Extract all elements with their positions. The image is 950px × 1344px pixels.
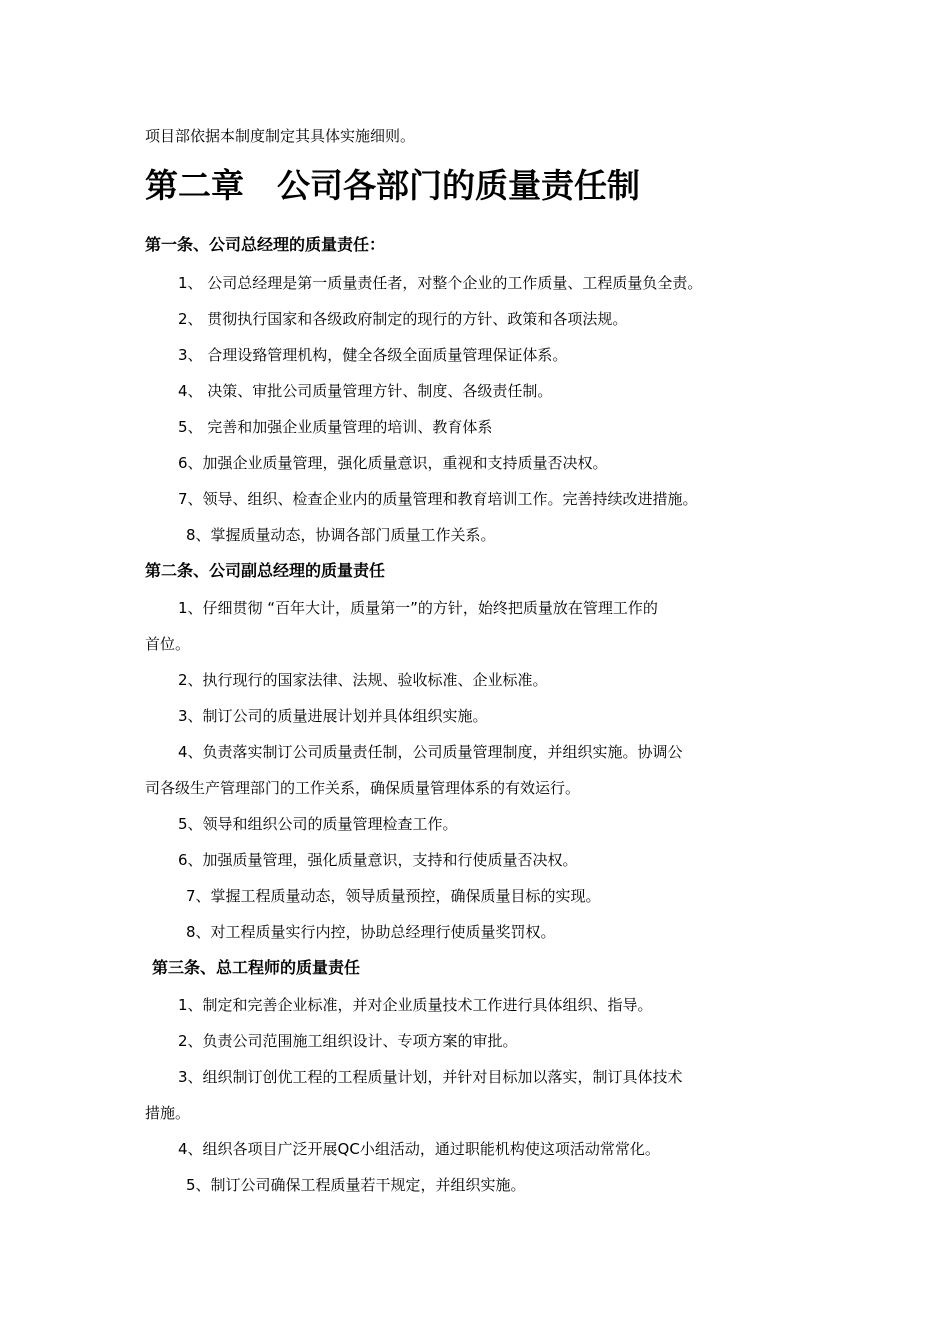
- article-1-item: 2、 贯彻执行国家和各级政府制定的现行的方针、政策和各项法规。: [178, 310, 628, 328]
- article-2-item: 6、加强质量管理，强化质量意识，支持和行使质量否决权。: [178, 851, 578, 869]
- article-2-item: 3、制订公司的质量进展计划并具体组织实施。: [178, 707, 488, 725]
- article-1-item: 5、 完善和加强企业质量管理的培训、教育体系: [178, 418, 493, 436]
- article-1-item: 4、 决策、审批公司质量管理方针、制度、各级责任制。: [178, 382, 553, 400]
- article-2-item: 7、掌握工程质量动态，领导质量预控，确保质量目标的实现。: [186, 887, 601, 905]
- article-3-item: 措施。: [145, 1104, 191, 1122]
- chapter-title: 第二章 公司各部门的质量责任制: [145, 166, 640, 205]
- article-2-heading: 第二条、公司副总经理的质量责任: [145, 561, 386, 580]
- article-1-heading: 第一条、公司总经理的质量责任：: [145, 235, 386, 254]
- article-2-item: 8、对工程质量实行内控，协助总经理行使质量奖罚权。: [186, 923, 556, 941]
- article-1-item: 1、 公司总经理是第一质量责任者，对整个企业的工作质量、工程质量负全责。: [178, 274, 703, 292]
- article-3-item: 4、组织各项目广泛开展QC小组活动，通过职能机构使这项活动常常化。: [178, 1140, 660, 1158]
- article-2-item: 首位。: [145, 635, 191, 653]
- article-3-item: 3、组织制订创优工程的工程质量计划，并针对目标加以落实，制订具体技术: [178, 1068, 683, 1086]
- article-3-item: 1、制定和完善企业标准，并对企业质量技术工作进行具体组织、指导。: [178, 996, 653, 1014]
- article-1-item: 7、领导、组织、检查企业内的质量管理和教育培训工作。完善持续改进措施。: [178, 490, 698, 508]
- article-3-heading: 第三条、总工程师的质量责任: [152, 958, 361, 977]
- article-3-item: 5、制订公司确保工程质量若干规定，并组织实施。: [186, 1176, 526, 1194]
- article-2-item: 司各级生产管理部门的工作关系，确保质量管理体系的有效运行。: [145, 779, 581, 797]
- article-2-item: 5、领导和组织公司的质量管理检查工作。: [178, 815, 458, 833]
- article-1-item: 6、加强企业质量管理，强化质量意识，重视和支持质量否决权。: [178, 454, 608, 472]
- article-3-item: 2、负责公司范围施工组织设计、专项方案的审批。: [178, 1032, 518, 1050]
- article-1-item: 8、掌握质量动态，协调各部门质量工作关系。: [186, 526, 496, 544]
- intro-text: 项目部依据本制度制定其具体实施细则。: [145, 127, 416, 145]
- article-1-item: 3、 合理设臵管理机构，健全各级全面质量管理保证体系。: [178, 346, 568, 364]
- article-2-item: 2、执行现行的国家法律、法规、验收标准、企业标准。: [178, 671, 548, 689]
- article-2-item: 1、仔细贯彻 “百年大计，质量第一”的方针，始终把质量放在管理工作的: [178, 599, 658, 617]
- article-2-item: 4、负责落实制订公司质量责任制，公司质量管理制度，并组织实施。协调公: [178, 743, 683, 761]
